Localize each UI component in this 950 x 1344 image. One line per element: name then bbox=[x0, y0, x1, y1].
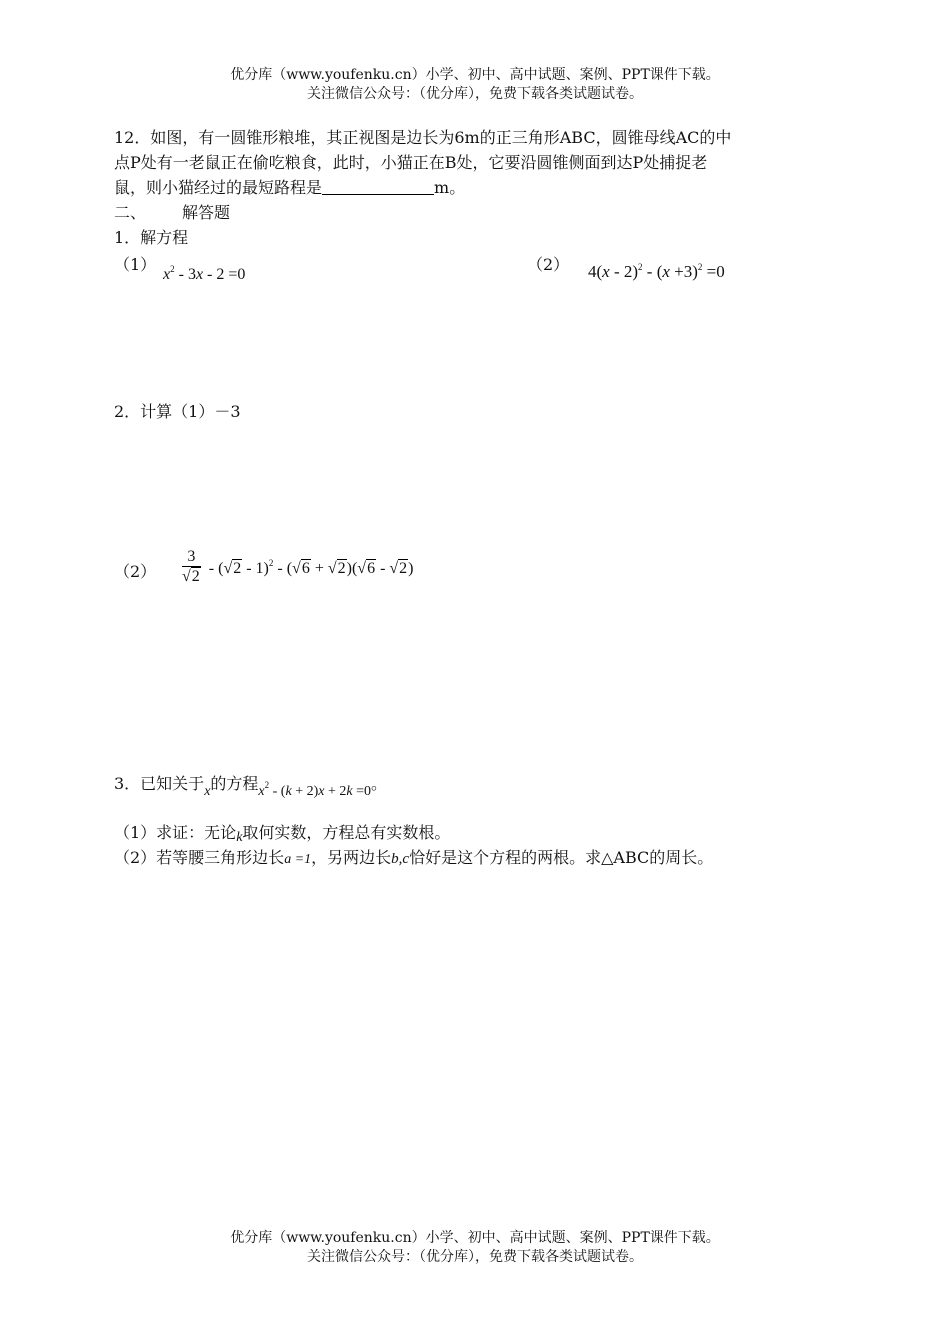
problem-1a-label: （1） bbox=[114, 255, 157, 274]
part-2-text-a: （2）若等腰三角形边长 bbox=[114, 848, 285, 867]
q12-line-3-text: 鼠，则小猫经过的最短路程是 bbox=[114, 178, 323, 197]
answer-blank bbox=[322, 180, 434, 195]
q12-line-3 bbox=[114, 177, 465, 199]
part-2-text-c: 恰好是这个方程的两根。求△ABC的周长。 bbox=[409, 848, 714, 867]
q12-line-1: 12．如图，有一圆锥形粮堆，其正视图是边长为6m的正三角形ABC，圆锥母线AC的中 bbox=[114, 128, 732, 147]
fraction: $\frac{3}{√2}$ bbox=[182, 548, 200, 585]
expression-2b: $\frac{3}{√2}$ - (√2 - 1)$^2$ - (√6 + √2)(√6 - √2) bbox=[182, 548, 414, 585]
condition-a: a =1 bbox=[284, 852, 312, 867]
problem-3-mid: 的方程 bbox=[210, 774, 259, 793]
part-1-text-b: 取何实数，方程总有实数根。 bbox=[242, 823, 451, 842]
problem-2-title: 2．计算（1）－3 bbox=[114, 402, 241, 421]
section-number: 二、 bbox=[114, 203, 147, 222]
variables-bc: b,c bbox=[391, 851, 410, 867]
problem-3-statement bbox=[114, 773, 387, 803]
variable-x: x bbox=[204, 784, 211, 799]
problem-1-title: 1．解方程 bbox=[114, 228, 189, 247]
section-heading bbox=[114, 202, 230, 224]
footer-line-1: 优分库（www.youfenku.cn）小学、初中、高中试题、案例、PPT课件下载。 bbox=[230, 1230, 720, 1246]
problem-2b-label: （2） bbox=[114, 562, 157, 581]
q12-unit: m。 bbox=[434, 178, 466, 197]
problem-3-part-2 bbox=[114, 847, 713, 871]
section-title: 解答题 bbox=[182, 203, 231, 222]
header-line-1: 优分库（www.youfenku.cn）小学、初中、高中试题、案例、PPT课件下载。 bbox=[230, 67, 720, 83]
problem-3-end: 。 bbox=[371, 774, 388, 793]
equation-3: $x^2 - (k + 2)x + 2k =0$ bbox=[258, 780, 371, 799]
part-2-text-b: ，另两边长 bbox=[311, 848, 392, 867]
problem-3-prefix: 3．已知关于 bbox=[114, 774, 205, 793]
equation-1a: $x^2 - 3x - 2 =0$ bbox=[163, 264, 246, 283]
header-line-2: 关注微信公众号：（优分库），免费下载各类试题试卷。 bbox=[307, 86, 643, 102]
problem-1b-label: （2） bbox=[527, 255, 570, 274]
problem-3-part-1 bbox=[114, 822, 450, 849]
equation-1b: $4(x - 2)^2 - (x +3)^2 =0$ bbox=[588, 262, 725, 281]
footer-line-2: 关注微信公众号：（优分库），免费下载各类试题试卷。 bbox=[307, 1249, 643, 1265]
variable-k: k bbox=[236, 830, 243, 845]
part-1-text-a: （1）求证：无论 bbox=[114, 823, 237, 842]
q12-line-2: 点P处有一老鼠正在偷吃粮食，此时，小猫正在B处，它要沿圆锥侧面到达P处捕捉老 bbox=[114, 153, 708, 172]
